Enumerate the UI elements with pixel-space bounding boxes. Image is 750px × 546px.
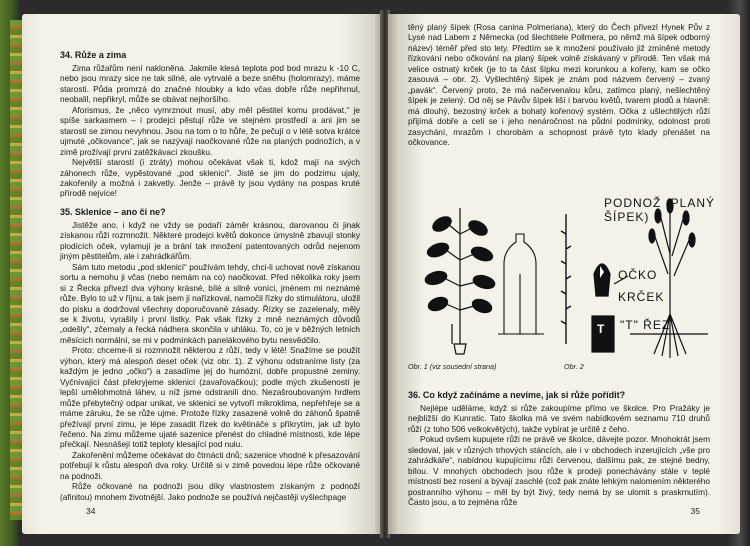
left-page — [22, 14, 382, 534]
paragraph: Růže očkované na podnoži jsou díky vlastnostem získaným z podnoží (afinitou) mnohem životnější. Jako podnože se používá nejčastěji vyšlechpage — [60, 481, 360, 502]
page-number: 35 — [690, 506, 700, 516]
label-neck: KRČEK — [618, 290, 665, 304]
right-page-section — [408, 390, 710, 508]
stem-drawing — [561, 214, 571, 344]
paragraph: Sám tuto metodu „pod sklenicí“ používám tehdy, chci-li uchovat nově získanou sortu a nemohu ji včas (nebo nemám na co) naočkovat. Před několika roky jsem si z Řecka přivezl dva výhony krásné, bílé a silně voníci, jménem mi neznámé růže. Bylo to už v říjnu, a tak jsem ji nařízkoval, namočil řízky do stimulátoru, uložil do písku a dodržoval všechny doporučované zásady. Řízky se zazelenaly, měly se k životu, vyrašily i první listky. Pak však řízky z mně neznámých důvodů „odešly“, zčernaly a řecká nádhera skončila v uhláku. To, co je v běžných letních měsících normální, se mi v podmínkách panelákového bytu nesvědčilo. — [60, 261, 360, 345]
illustration — [408, 194, 720, 384]
paragraph: Nejlépe uděláme, když si růže zakoupíme přímo ve školce. Pro Pražáky je nejbližší do Kunratic. Tato školka má ve svém nabídkovém seznamu 710 druhů růží (z toho 506 velkokvětých), takže vybírat je určitě z čeho. — [408, 403, 710, 434]
left-page-text — [60, 50, 360, 502]
paragraph: Aforismus, že „něco vymrznout musí, aby měl pěstitel komu prodávat,“ je spíše sarkasmem – i prodejci pěstují růže ve stejném prostředí a ani jim se starosti se zimou nevyhnou. Jsou na tom o to hůře, že pečují o v létě sotva krátce ujmuté „očkovance“, jak se nazývají naočkované růže na planých podnožích, a v zimě prožívají první zatěžkávací zkoušku. — [60, 104, 360, 157]
right-page-text — [408, 22, 710, 147]
paragraph: Největší starostí (i ztráty) mohou očekávat však ti, kdož mají na svých záhonech růže, vypěstované „pod sklenicí“. Jistě se jim do podzimu ujaly, zakořenily a možná i zakvetly. Jenže – právě ty jsou vydány na pospas kruté přírodě nejvíce! — [60, 157, 360, 199]
paragraph: Zima růžařům není nakloněna. Jakmile klesá teplota pod bod mrazu k -10 C, nebo jsou mrazy sice ne tak silné, ale vytrvalé a beze sněhu (holomrazy), máme starosti. Půda promrzá do značné hloubky a kdo včas dobře růže nepřihrnul, neobalil, nepřikryl, může se obávat nejhoršího. — [60, 63, 360, 105]
paragraph: Pokud ovšem kupujete růži ne právě ve školce, dávejte pozor. Mnohokrát jsem sledoval, jak v různých trhových stáncích, ale i v obchodech inzerujících „vše pro zahrádkáře“, nabídnou kupujícímu růži červenou, dalšímu pak, ze stejné bedny, bílou. V mnohých obchodech jsou růže k prodeji ponechávány stále v teplé místnosti bez rosení a bývají zaschlé (což pak znáte lehkým nalomením některého postranního výhonu – měl by být živý, tedy nemá by se ulomit s praskrnutím). Často jsou, a to zejména růže — [408, 434, 710, 508]
label-bud: OČKO — [618, 268, 658, 282]
cutting-drawing — [424, 208, 496, 354]
right-page — [388, 14, 740, 534]
paragraph: těný planý šípek (Rosa canina Polmeriana), který do Čech přivezl Hynek Pův z Lysé nad Labem z Německa (od šlechtitele Pollmera, po němž má šípek odborný název) téměř před sto lety. Předtím se k množení používalo již zmíněné metody řízkování nebo očkování na planý šípek volně získávaný v přírodě. Ten však má velice ostnatý krček (je to ta část šípku mezi korunkou a kořeny, kam se očko zasouvá – obr. 2). Vyšlechtěný šípek je znám pod názvem červený – zvaný „pavák“. Červený proto, že má načervenalou kůru, zatímco planý, nešlechtěný šípek je zelený. Od něj se Pávův šípek liší i barvou květů, tvarem plodů a hlavně: má dlouhý, bezostný krček a bohatý kořenový systém. Očka z ušlechtilých růží přijímá dobře a celí se i jeho nenáročnost na půdní podmínky, odolnost proti zasychání, mrazům i chorobám a schopnost právě tyto klady přenášet na očkovance. — [408, 22, 710, 147]
paragraph: Zakořenění můžeme očekávat do čtrnácti dnů; sazenice vhodné k přesazování potřebují k růstu alespoň dva roky. Určitě si v zimě povedou lépe růže očkované na podnoži. — [60, 449, 360, 481]
page-number: 34 — [86, 506, 96, 516]
figure-caption: Obr. 2 — [564, 362, 584, 371]
section-title: 36. Co když začínáme a nevíme, jak si růže pořídit? — [408, 390, 626, 400]
paragraph: Proto: chceme-li si rozmnožit některou z růží, tedy v létě! Snažíme se použít výhon, který má alespoň deset oček (viz obr. 1). Z výhonu odstraníme listy (za každým je jedno „očko“) a zasadíme jej do humózní, dobře propustné zeminy. Vyčnívající část překryjeme sklenicí (zavařovačkou); podle mých zkušeností je lepší umělohmotná láhev, u níž jsme odstranili dno. Nezašroubovaným hrdlem může přebytečný odpar unikat, ve sklenici se vytvoří mikroklima, nepřehřeje se a máme záruku, že se růže ujme. Protože řízky zasazené volně do záhonů špatně přežívají první zimu, je lépe zasadit řízek do květináče s příkrytím, jak už bylo řečeno. Na zimu můžeme ujaté sazenice přenést do chladné místnosti, kde lépe přečkají. Nesnášejí totiž teploty klesající pod nulu. — [60, 345, 360, 450]
label-t-cut: "T" ŘEZ — [620, 318, 671, 332]
section-title: 34. Růže a zima — [60, 50, 127, 60]
section-title: 35. Sklenice – ano či ne? — [60, 206, 166, 217]
figure-caption: Obr. 1 (viz sousední strana) — [408, 362, 497, 371]
label-t: T — [597, 322, 606, 336]
bottle-drawing — [498, 234, 544, 334]
label-rootstock: PODNOŽ (PLANÝ ŠÍPEK) — [604, 196, 716, 224]
paragraph: Jistěže ano, i když ne vždy se podaří záměr krásnou, darovanou či jinak získanou růži rozmnožit. Některé prodejci květů dokonce úmyslně zbavují stonky plodících oček, vylamují je a brání tak množení patentovaných odrůd nejenom jiným pěstitelům, ale i zahrádkářům. — [60, 219, 360, 262]
